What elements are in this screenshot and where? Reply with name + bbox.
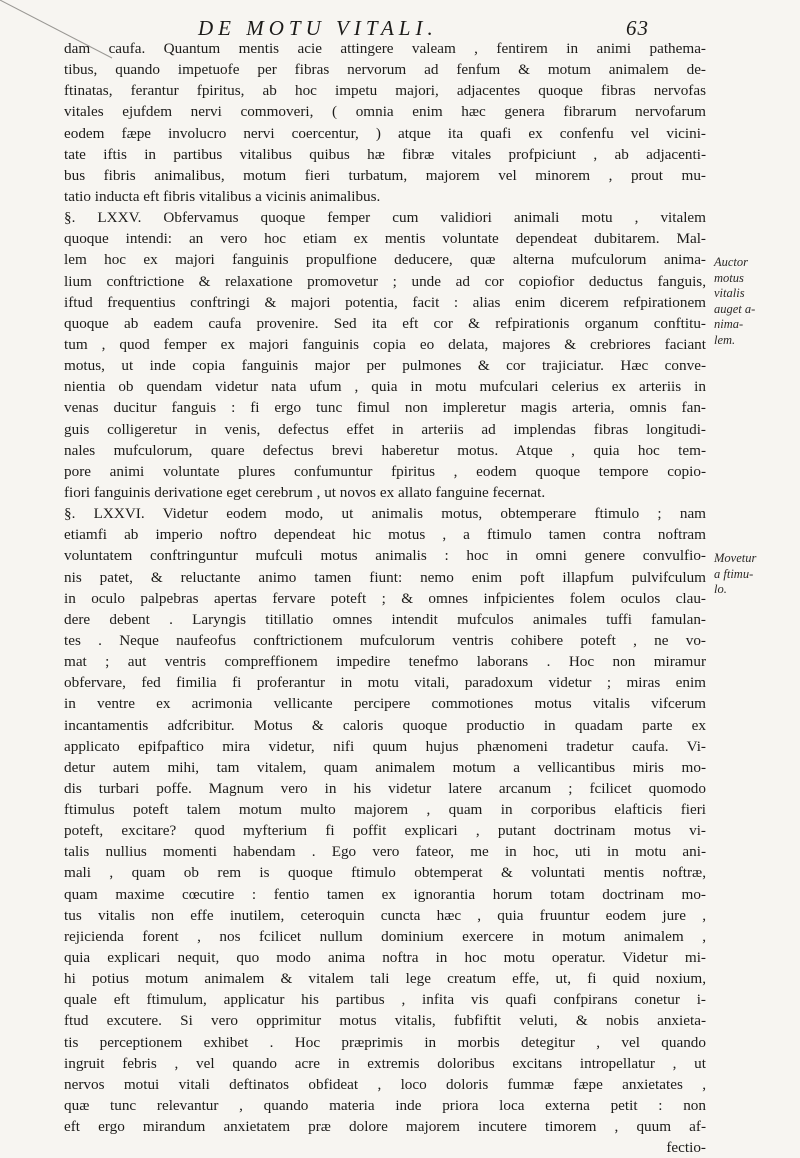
text-line: detur autem mihi, tam vitalem, quam animalem motum a vellicantibus miris mo-	[64, 758, 706, 776]
text-line: lem hoc ex majori fanguinis propulfione deducere, quæ alterna mufculorum anima-	[64, 251, 706, 269]
text-line: etiamfi ab imperio noftro dependeat hic motus , a ftimulo tamen contra noftram	[64, 526, 706, 544]
marginal-note-line: vitalis	[714, 286, 745, 300]
text-line: tes . Neque naufeofus conftrictionem mufculorum ventris cohibere poteft , ne vo-	[64, 631, 706, 649]
text-line: nis patet, & reluctante animo tamen fiunt: nemo enim poft illapfum pulvifculum	[64, 568, 706, 586]
text-line: eodem fæpe involucro nervi coercentur, ) atque ita quafi ex confenfu vel vicini-	[64, 124, 706, 142]
text-line: quoque intendi: an vero hoc etiam ex mentis voluntate dependeat dubitarem. Mal-	[64, 230, 706, 248]
text-line: in ventre ex acrimonia vellicante percipere commotiones motus vitalis vifcerum	[64, 695, 706, 713]
text-line: vitales ejufdem nervi commoveri, ( omnia enim hæc genera fibrarum nervofarum	[64, 103, 706, 121]
body-text	[64, 38, 706, 1158]
text-line: tum , quod femper ex majori fanguinis copia eo delata, majores & crebriores faciant	[64, 335, 706, 353]
text-line: tibus, quando impetuofe per fibras nervorum ad fenfum & motum animalem de-	[64, 61, 706, 79]
text-line: fectio-	[666, 1139, 706, 1157]
text-line: §. LXXVI. Videtur eodem modo, ut animalis motus, obtemperare ftimulo ; nam	[64, 505, 706, 523]
marginal-note-line: motus	[714, 270, 744, 285]
text-line: ingruit febris , vel quando acre in extremis doloribus excitans intropellatur , ut	[64, 1054, 706, 1072]
text-line: voluntatem conftringuntur mufculi motus animalis : hoc in omni genere convulfio-	[64, 547, 706, 565]
text-line: talis nullius momenti habendam . Ego vero fateor, me in hoc, uti in motu ani-	[64, 843, 706, 861]
text-line: dam caufa. Quantum mentis acie attingere valeam , fentirem in animi pathema-	[64, 40, 706, 57]
text-line: obfervare, fed fimilia fi proferantur in motu vitali, paradoxum videtur ; miras enim	[64, 674, 706, 692]
running-title: DE MOTU VITALI.	[198, 16, 438, 40]
text-line: pore animi voluntate plures confumuntur fpiritus , eodem quoque tempore copio-	[64, 462, 706, 480]
text-line: rejicienda forent , nos fcilicet nullum dominium exercere in motum animalem ,	[64, 927, 706, 945]
text-line: ftimulus poteft talem motum multo majorem , quam in corporibus elafticis fieri	[64, 801, 706, 819]
marginal-note-line: a ftimu-	[714, 566, 754, 581]
text-line: applicato epifpaftico mira videtur, nifi quum hujus phænomeni tradetur caufa. Vi-	[64, 737, 706, 755]
marginal-note-auctor	[714, 255, 794, 348]
marginal-note-line: Auctor	[714, 255, 749, 269]
marginal-note-movetur	[714, 551, 794, 598]
text-line: dis turbari poffe. Magnum vero in his videtur latere arcanum ; fcilicet quomodo	[64, 779, 706, 797]
text-line: mat ; aut ventris compreffionem impedire tenefmo laborans . Hoc non miramur	[64, 653, 706, 671]
marginal-note-line: lo.	[714, 582, 727, 596]
text-line: tis perceptionem exhibet . Hoc præprimis in morbis detegitur , vel quando	[64, 1033, 706, 1051]
marginal-note-line: lem.	[714, 332, 736, 347]
text-line: iftud frequentius conftringi & majori potentia, facit : alias enim dicerem refpirationem	[64, 293, 706, 311]
text-line: lium conftrictione & relaxatione promovetur ; unde ad cor copiofior deductus fanguis,	[64, 272, 706, 290]
text-line: venas ducitur fanguis : fi ergo tunc fimul non impleretur magis arteria, omnis fan-	[64, 399, 706, 417]
text-line: nervos motui vitali deftinatos obfideat , loco doloris fummæ fæpe anxietates ,	[64, 1075, 706, 1093]
marginal-note-line: auget a-	[714, 301, 756, 316]
text-line: quæ tunc relevantur , quando materia inde priora loca externa petit : non	[64, 1097, 706, 1115]
text-line: guis colligeretur in venis, defectus effet in arteriis ad implendas fibras longitudi-	[64, 420, 706, 438]
text-line: motus, ut inde copia fanguinis major per pulmones & cor trajiciatur. Hæc conve-	[64, 357, 706, 375]
marginal-note-line: nima-	[714, 317, 744, 331]
text-line: nales mufculorum, quare defectus brevi haberetur motus. Atque , quia hoc tem-	[64, 441, 706, 459]
text-line: quia explicari nequit, quo modo anima noftra in hoc motu operatur. Videtur mi-	[64, 949, 706, 967]
text-line: hi potius motum animalem & vitalem tali lege creatum effe, ut, fi quid noxium,	[64, 970, 706, 988]
text-line: mali , quam ob rem is quoque ftimulo obtemperat & voluntati mentis noftræ,	[64, 864, 706, 882]
text-line: poteft, excitare? quod myfterium fi poffit explicari , putant doctrinam motus vi-	[64, 822, 706, 840]
text-line: eft ergo mirandum anxietatem præ dolore majorem incutere timorem , quum af-	[64, 1118, 706, 1136]
text-line: tate iftis in partibus vitalibus quibus hæ fibræ vitales profpiciunt , ab adjacenti-	[64, 145, 706, 163]
text-line: quale eft ftimulum, applicatur his partibus , infita vis quafi confpirans conetur i-	[64, 991, 706, 1009]
text-line: quoque ab eadem caufa provenire. Sed ita eft cor & refpirationis organum conftitu-	[64, 314, 706, 332]
page-number: 63	[626, 16, 649, 40]
text-line: tatio inducta eft fibris vitalibus a vicinis animalibus.	[64, 187, 381, 205]
text-line: quam maxime cœcutire : fentio tamen ex ignorantia horum totam doctrinam mo-	[64, 885, 706, 903]
text-line: ftinatas, ferantur fpiritus, ab hoc impetu majori, adjacentes quoque fibras nervofas	[64, 82, 706, 100]
text-line: fiori fanguinis derivatione eget cerebrum , ut novos ex allato fanguine fecernat.	[64, 483, 546, 501]
text-line: in oculo palpebras apertas fervare poteft ; & omnes infpicientes folem oculos clau-	[64, 589, 706, 607]
text-line: nientia ob quendam videtur nata ufum , quia in motu mufculari celerius ex arteriis in	[64, 378, 706, 396]
marginal-note-line: Movetur	[714, 551, 757, 565]
text-line: bus fibris animalibus, motum fieri turbatum, majorem vel minorem , prout mu-	[64, 166, 706, 184]
text-line: tus vitalis non effe inutilem, ceteroquin cuncta hæc , quia fruuntur eodem jure ,	[64, 906, 706, 924]
text-line: §. LXXV. Obfervamus quoque femper cum validiori animali motu , vitalem	[64, 209, 706, 227]
text-line: dere debent . Laryngis titillatio omnes intendit mufculos animales tuffi famulan-	[64, 610, 706, 628]
text-line: ftud excutere. Si vero opprimitur motus vitalis, fubfiftit veluti, & nobis anxieta-	[64, 1012, 706, 1030]
text-line: incantamentis adfcribitur. Motus & caloris quoque productio in quadam parte ex	[64, 716, 706, 734]
